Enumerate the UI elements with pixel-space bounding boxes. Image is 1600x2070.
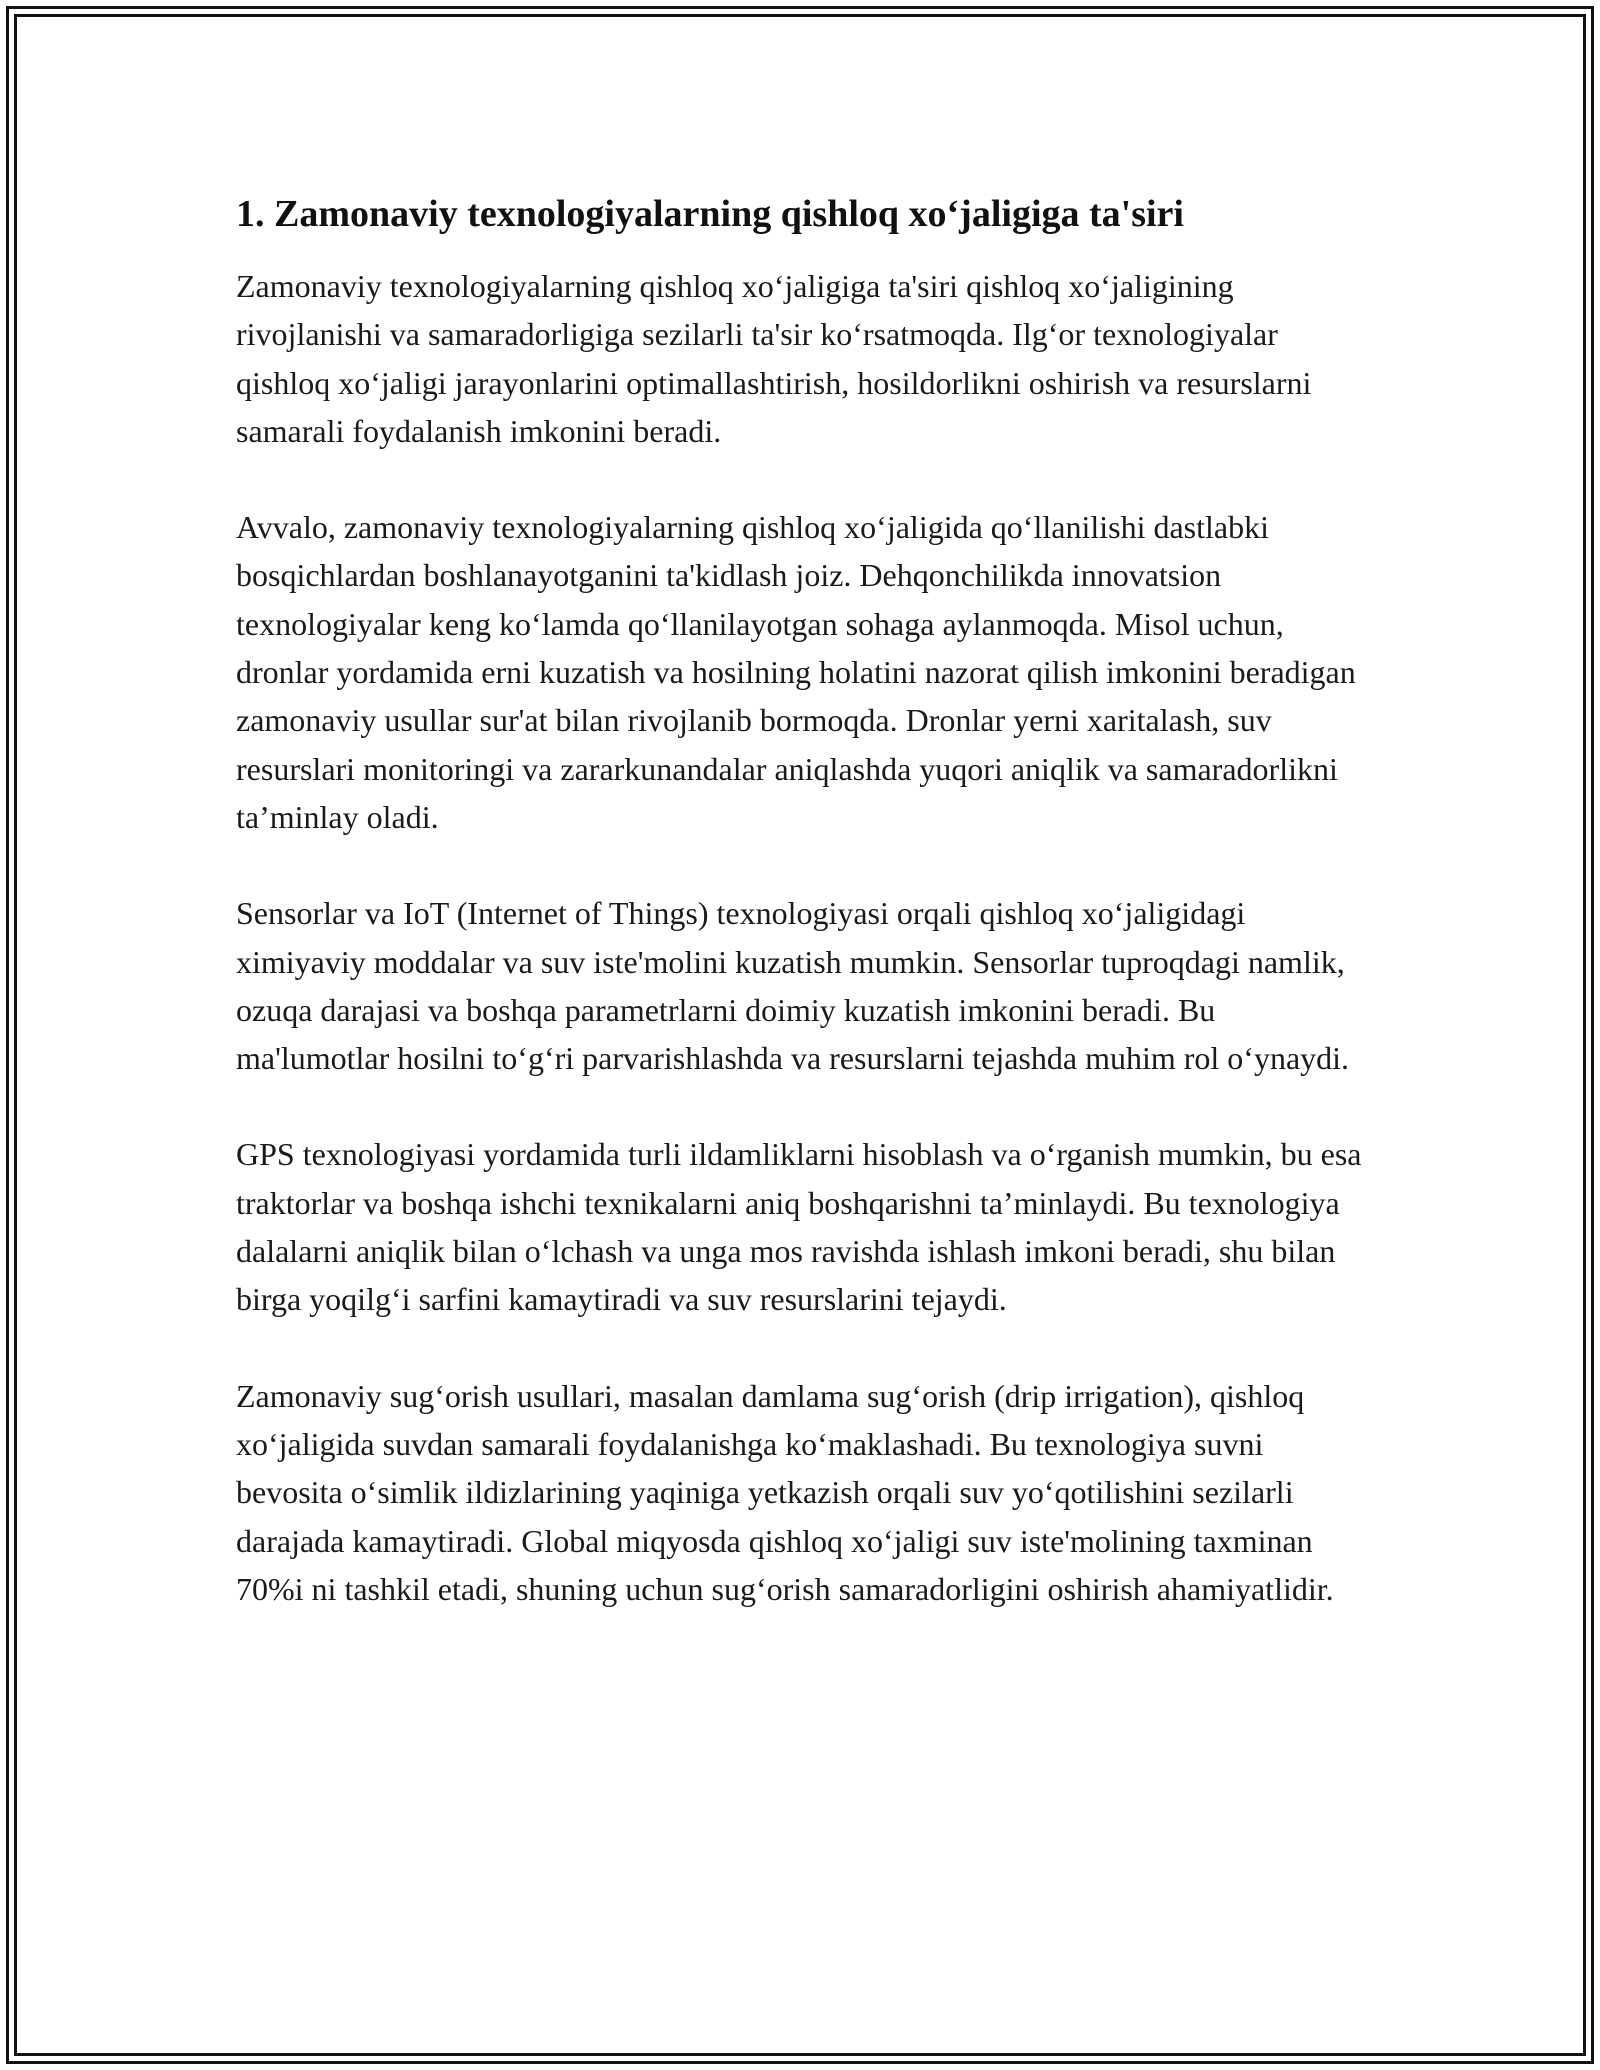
paragraph-drones: Avvalo, zamonaviy texnologiyalarning qishloq xo‘jaligida qo‘llanilishi dastlabki bosqichlardan boshlanayotganini ta'kidlash joiz. Dehqonchilikda innovatsion texnologiyalar keng ko‘lamda qo‘llanilayotgan sohaga aylanmoqda. Misol uchun, dronlar yordamida erni kuzatish va hosilning holatini nazorat qilish imkonini beradigan zamonaviy usullar sur'at bilan rivojlanib bormoqda. Dronlar yerni xaritalash, suv resurslari monitoringi va zararkunandalar aniqlashda yuqori aniqlik va samaradorlikni ta’minlay oladi. [236,509,1356,835]
paragraph-gps: GPS texnologiyasi yordamida turli ildamliklarni hisoblash va o‘rganish mumkin, bu esa traktorlar va boshqa ishchi texnikalarni aniq boshqarishni ta’minlaydi. Bu texnologiya dalalarni aniqlik bilan o‘lchash va unga mos ravishda ishlash imkoni beradi, shu bilan birga yoqilg‘i sarfini kamaytiradi va suv resurslarini tejaydi. [236,1136,1362,1318]
paragraph-irrigation: Zamonaviy sug‘orish usullari, masalan damlama sug‘orish (drip irrigation), qishloq xo‘jaligida suvdan samarali foydalanishga ko‘maklashadi. Bu texnologiya suvni bevosita o‘simlik ildizlarining yaqiniga yetkazish orqali suv yo‘qotilishini sezilarli darajada kamaytiradi. Global miqyosda qishloq xo‘jaligi suv iste'molining taxminan 70%i ni tashkil etadi, shuning uchun sug‘orish samaradorligini oshirish ahamiyatlidir. [236,1377,1334,1607]
paragraph-sensors-iot: Sensorlar va IoT (Internet of Things) texnologiyasi orqali qishloq xo‘jaligidagi ximiyaviy moddalar va suv iste'molini kuzatish mumkin. Sensorlar tuproqdagi namlik, ozuqa darajasi va boshqa parametrlarni doimiy kuzatish imkonini beradi. Bu ma'lumotlar hosilni to‘g‘ri parvarishlashda va resurslarni tejashda muhim rol o‘ynaydi. [236,895,1350,1077]
section-heading: 1. Zamonaviy texnologiyalarning qishloq xo‘jaligiga ta'siri [236,193,1184,235]
paragraph-intro: Zamonaviy texnologiyalarning qishloq xo‘jaligiga ta'siri qishloq xo‘jaligining rivojlanishi va samaradorligiga sezilarli ta'sir ko‘rsatmoqda. Ilg‘or texnologiyalar qishloq xo‘jaligi jarayonlarini optimallashtirish, hosildorlikni oshirish va resurslarni samarali foydalanish imkonini beradi. [236,268,1312,449]
document-body [236,188,1366,1661]
